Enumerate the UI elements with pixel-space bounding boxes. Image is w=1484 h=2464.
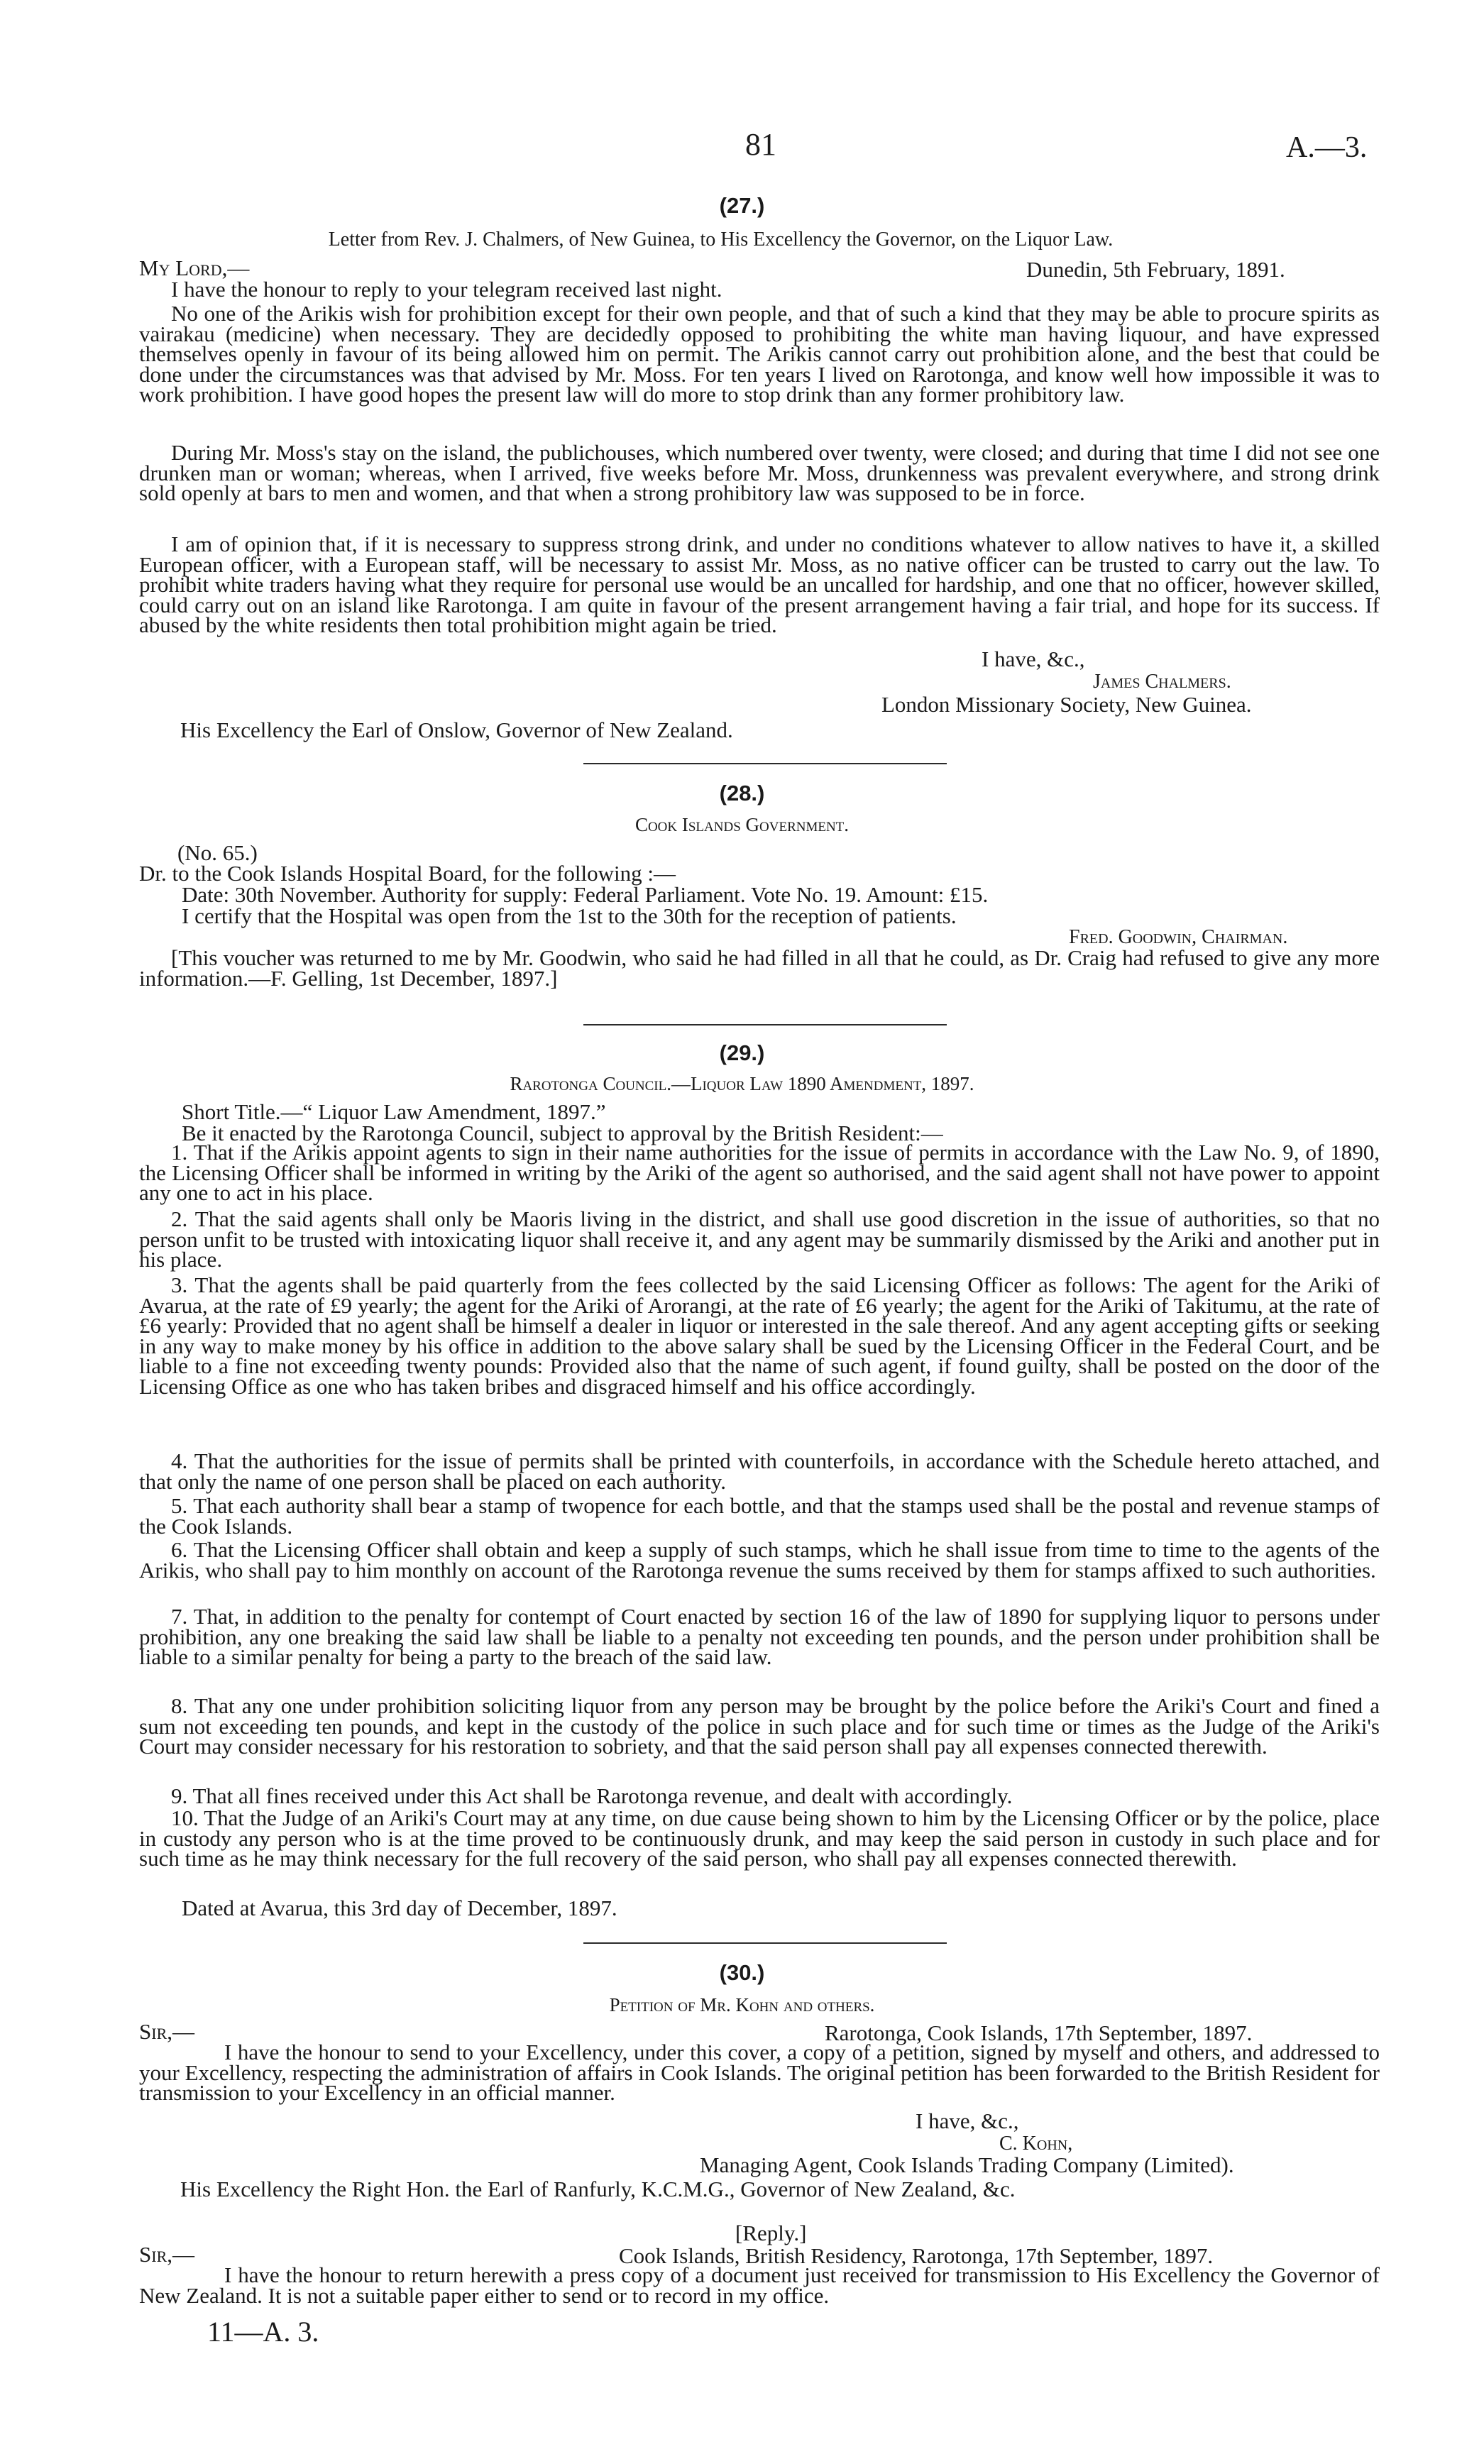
dated-line: Dated at Avarua, this 3rd day of December, 1897. xyxy=(182,1896,617,1920)
section-28-number: (28.) xyxy=(719,781,765,805)
law-clause: 4. That the authorities for the issue of permits shall be printed with counterfoils, in accordance with the Schedule hereto attached, and that only the name of one person shall be placed on each authority. xyxy=(139,1448,1380,1494)
section-30-signature-title: Managing Agent, Cook Islands Trading Company (Limited). xyxy=(700,2152,1234,2177)
section-29-title: Rarotonga Council.—Liquor Law 1890 Amendment, 1897. xyxy=(510,1073,974,1094)
document-reference: A.—3. xyxy=(1286,131,1368,164)
law-clause: 3. That the agents shall be paid quarterly from the fees collected by the said Licensing Officer as follows: The agent for the Ariki of Avarua, at the rate of £9 yearly; the agent for the Ariki of Arorangi, at the rate of £6 yearly; the agent for the Ariki of Takitumu, at the rate of £6 yearly: Provided that no agent shall be himself a dealer in liquor or interested in the sale thereof. And any agent accepting gifts or seeking in any way to make money by his office in addition to the above salary shall be sued by the Licensing Officer in the Federal Court, and be liable to a fine not exceeding twenty pounds: Provided also that the name of such agent, if found guilty, shall be posted on the door of the Licensing Office as one who has taken bribes and disgraced himself and his office accordingly. xyxy=(139,1272,1380,1399)
section-30-number: (30.) xyxy=(719,1960,765,1985)
section-27-title: Letter from Rev. J. Chalmers, of New Guinea, to His Excellency the Governor, on the Liquor Law. xyxy=(328,229,1114,251)
section-29-number: (29.) xyxy=(719,1040,765,1065)
voucher-signature: Fred. Goodwin, Chairman. xyxy=(1069,926,1288,948)
section-30-salutation: Sir,— xyxy=(139,2019,194,2044)
section-30-signature: C. Kohn, xyxy=(999,2133,1073,2155)
section-27-place-date: Dunedin, 5th February, 1891. xyxy=(1026,257,1285,282)
section-28-title: Cook Islands Government. xyxy=(634,814,850,835)
voucher-line: Date: 30th November. Authority for supply: Federal Parliament. Vote No. 19. Amount: £15. xyxy=(182,882,989,907)
section-27-paragraph: I am of opinion that, if it is necessary to suppress strong drink, and under no conditions whatever to allow natives to have it, a skilled European officer, with a European staff, will be necessary to assist Mr. Moss, as no native officer can be trusted to carry out the law. To prohibit white traders having what they require for personal use would be an uncalled for hardship, and one that no officer, however skilled, could carry out on an island like Rarotonga. I am quite in favour of the present arrangement having a fair trial, and hope for its success. If abused by the white residents then total prohibition might again be tried. xyxy=(139,532,1380,638)
section-divider xyxy=(583,763,947,764)
section-27-salutation: My Lord,— xyxy=(139,255,250,280)
section-divider xyxy=(583,1942,947,1944)
section-27-signature-org: London Missionary Society, New Guinea. xyxy=(881,692,1252,717)
section-divider xyxy=(583,1024,947,1025)
law-clause: 9. That all fines received under this Act shall be Rarotonga revenue, and dealt with accordingly. xyxy=(171,1783,1013,1808)
law-clause: 8. That any one under prohibition soliciting liquor from any person may be brought by the police before the Ariki's Court and fined a sum not exceeding ten pounds, and kept in the custody of the police in such place and for such time or times as the Judge of the Ariki's Court may consider necessary for his restoration to sobriety, and that the said person shall pay all expenses connected therewith. xyxy=(139,1693,1380,1759)
printer-signature-mark: 11—A. 3. xyxy=(207,2316,319,2348)
section-27-paragraph: During Mr. Moss's stay on the island, the publichouses, which numbered over twenty, were closed; and during that time I did not see one drunken man or woman; whereas, when I arrived, five weeks before Mr. Moss, drunkenness was prevalent everywhere, and strong drink sold openly at bars to men and women, and that when a strong prohibitory law was supposed to be in force. xyxy=(139,440,1380,506)
section-30-addressee: His Excellency the Right Hon. the Earl of Ranfurly, K.C.M.G., Governor of New Zealand, &c. xyxy=(180,2177,1016,2201)
law-clause: 6. That the Licensing Officer shall obtain and keep a supply of such stamps, which he shall issue from time to time to the agents of the Arikis, who shall pay to him monthly on account of the Rarotonga revenue the sums received by them for stamps affixed to such authorities. xyxy=(139,1537,1380,1583)
enacting-clause: Be it enacted by the Rarotonga Council, subject to approval by the British Resident:— xyxy=(182,1121,943,1145)
section-30-place-date: Rarotonga, Cook Islands, 17th September, 1897. xyxy=(825,2020,1253,2045)
law-clause: 10. That the Judge of an Ariki's Court may at any time, on due cause being shown to him by the Licensing Officer or by the police, place in custody any person who is at the time proved to be continuously drunk, and may keep the said person in custody in such place and for such time as he may think necessary for the full recovery of the said person, who shall pay all expenses connected therewith. xyxy=(139,1805,1380,1871)
law-clause: 5. That each authority shall bear a stamp of twopence for each bottle, and that the stamps used shall be the postal and revenue stamps of the Cook Islands. xyxy=(139,1493,1380,1539)
petition-letter-paragraph: I have the honour to send to your Excellency, under this cover, a copy of a petition, signed by myself and others, and addressed to your Excellency, respecting the administration of affairs in Cook Islands. The original petition has been forwarded to the British Resident for transmission to your Excellency in an official manner. xyxy=(139,2040,1380,2106)
law-clause: 1. That if the Arikis appoint agents to sign in their name authorities for the issue of permits in accordance with the Law No. 9, of 1890, the Licensing Officer shall be informed in writing by the Ariki of the agent so authorised, and the said agent shall not have power to appoint any one to act in his place. xyxy=(139,1140,1380,1206)
section-27-signature: James Chalmers. xyxy=(1093,671,1231,693)
page-number: 81 xyxy=(745,127,776,162)
section-27-closing: I have, &c., xyxy=(982,647,1085,671)
section-27-number: (27.) xyxy=(719,193,765,218)
reply-label: [Reply.] xyxy=(735,2221,807,2245)
section-30-closing: I have, &c., xyxy=(916,2108,1019,2133)
section-27-addressee: His Excellency the Earl of Onslow, Governor of New Zealand. xyxy=(180,717,733,742)
reply-paragraph: I have the honour to return herewith a press copy of a document just received for transmission to His Excellency the Governor of New Zealand. It is not a suitable paper either to send or to record in my office. xyxy=(139,2262,1380,2308)
law-clause: 2. That the said agents shall only be Maoris living in the district, and shall use good discretion in the issue of authorities, so that no person unfit to be trusted with intoxicating liquor shall receive it, and any agent may be summarily dismissed by the Ariki and another put in his place. xyxy=(139,1206,1380,1272)
section-27-paragraph: I have the honour to reply to your telegram received last night. xyxy=(171,277,722,302)
voucher-line: Dr. to the Cook Islands Hospital Board, for the following :— xyxy=(139,861,676,886)
section-27-paragraph: No one of the Arikis wish for prohibition except for their own people, and that of such a kind that they may be able to procure spirits as vairakau (medicine) when necessary. They are decidedly opposed to prohibiting the white man having liquour, and have expressed themselves openly in favour of its being allowed him on permit. The Arikis cannot carry out prohibition alone, and the best that could be done under the circumstances was that advised by Mr. Moss. For ten years I lived on Rarotonga, and know well how impossible it was to work prohibition. I have good hopes the present law will do more to stop drink than any former prohibitory law. xyxy=(139,301,1380,407)
short-title: Short Title.—“ Liquor Law Amendment, 1897.” xyxy=(182,1099,606,1124)
voucher-line: I certify that the Hospital was open from the 1st to the 30th for the reception of patients. xyxy=(182,903,957,928)
voucher-note: [This voucher was returned to me by Mr. Goodwin, who said he had filled in all that he could, as Dr. Craig had refused to give any more information.—F. Gelling, 1st December, 1897.] xyxy=(139,945,1380,991)
law-clause: 7. That, in addition to the penalty for contempt of Court enacted by section 16 of the law of 1890 for supplying liquor to persons under prohibition, any one breaking the said law shall be liable to a penalty not exceeding ten pounds, and the person under prohibition shall be liable to a similar penalty for being a party to the breach of the said law. xyxy=(139,1604,1380,1670)
reply-salutation: Sir,— xyxy=(139,2242,194,2267)
reply-place-date: Cook Islands, British Residency, Rarotonga, 17th September, 1897. xyxy=(619,2243,1214,2268)
voucher-number: (No. 65.) xyxy=(177,840,258,865)
section-30-title: Petition of Mr. Kohn and others. xyxy=(609,1994,875,2015)
